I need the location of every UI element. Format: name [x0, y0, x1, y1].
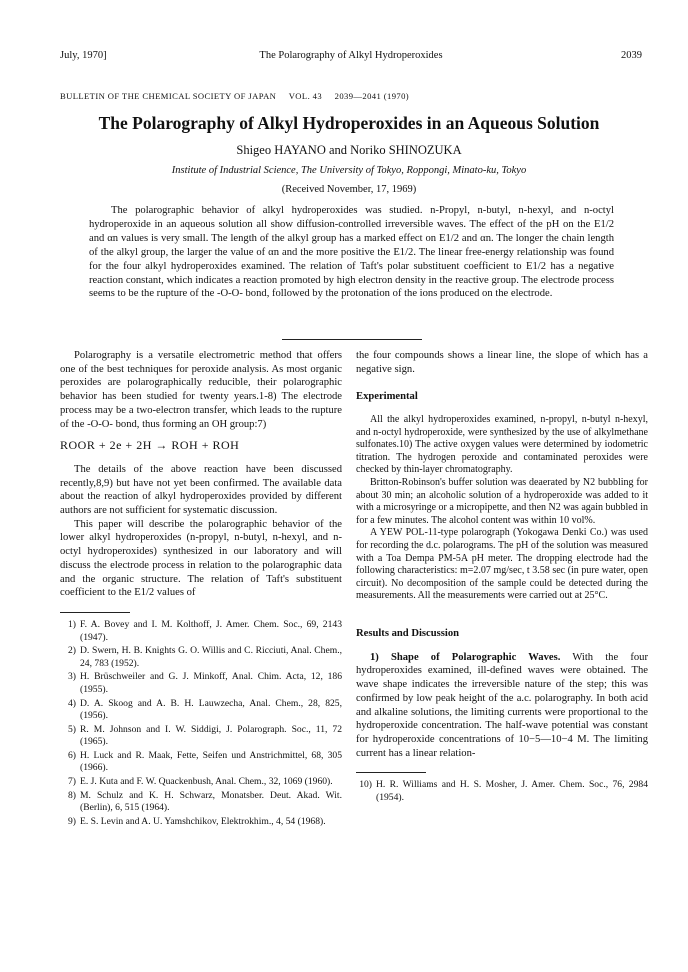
footnote	[60, 645, 342, 670]
footnote-number: 7)	[68, 776, 76, 788]
abstract-divider	[282, 339, 422, 340]
paper-authors: Shigeo HAYANO and Noriko SHINOZUKA	[236, 143, 462, 157]
footnote	[356, 779, 648, 804]
footnote-text: M. Schulz and K. H. Schwarz, Monatsber. Deut. Akad. Wit. (Berlin), 6, 515 (1964).	[80, 789, 342, 814]
journal-pages: 2039—2041 (1970)	[334, 91, 410, 101]
footnote-number: 5)	[68, 723, 76, 735]
left-column	[60, 349, 342, 829]
footnote	[60, 671, 342, 696]
header-running-title: The Polarography of Alkyl Hydroperoxides	[259, 50, 443, 61]
footnote-divider-right	[356, 772, 426, 773]
footnote-number: 10)	[359, 779, 372, 791]
intro-paragraph-3: This paper will describe the polarographic behavior of the lower alkyl hydroperoxides (n-propyl, n-butyl, n-hexyl, and n-octyl hydroperoxides) synthesized in our laboratory and will discuss the electrode process in relation to the polarographic data and the organic structure. The relation of Taft's substituent coefficient to the E1/2 values of	[60, 518, 342, 599]
intro-continuation: the four compounds shows a linear line, the slope of which has a negative sign.	[356, 350, 648, 375]
header-page-number: 2039	[621, 50, 642, 61]
running-header	[60, 50, 642, 64]
footnote-number: 3)	[68, 671, 76, 683]
footnote	[60, 750, 342, 775]
bulletin-line	[60, 91, 642, 101]
journal-name: BULLETIN OF THE CHEMICAL SOCIETY OF JAPAN	[60, 91, 277, 101]
footnote-text: E. S. Levin and A. U. Yamshchikov, Elektrokhim., 4, 54 (1968).	[80, 815, 326, 827]
intro-paragraph-1: Polarography is a versatile electrometric method that offers one of the best techniques for peroxide analysis. As most organic peroxides are polarographically reducible, their polarographic behavior has been studied for twenty years.1-8) The electrode process may be a two-electron transfer, which leads to the rupture of the -O-O- bond, thus forming an OH group:7)	[60, 350, 342, 430]
footnote-text: H. Brüschweiler and G. J. Minkoff, Anal. Chim. Acta, 12, 186 (1955).	[80, 671, 342, 695]
results-text: With the four hydroperoxides examined, ill-defined waves were obtained. The wave shape indicates the irreversible nature of the step; this was confirmed by low peak height of the a.c. polarography. In both acid and alkaline solutions, the limiting currents were proportional to the hydroperoxide concentration. The half-wave potential was constant for hydroperoxide concentrations of 10−5—10−4 M. The limiting current has a linear relation-	[356, 651, 648, 759]
footnote	[60, 816, 342, 829]
footnote-number: 2)	[68, 645, 76, 657]
reaction-equation: ROOR + 2e + 2H → ROH + ROH	[60, 438, 240, 453]
footnote-text: H. Luck and R. Maak, Fette, Seifen und Anstrichmittel, 68, 305 (1966).	[80, 749, 342, 774]
footnote-text: D. Swern, H. B. Knights G. O. Willis and C. Ricciuti, Anal. Chem., 24, 783 (1952).	[80, 645, 342, 669]
results-paragraph-1	[356, 651, 648, 761]
footnote	[60, 619, 342, 644]
experimental-paragraph-2: Britton-Robinson's buffer solution was deaerated by N2 bubbling for about 30 min; an alcoholic solution of a hydroperoxide was added to it with a microsyringe or a micropipette, and then N2 was again bubbled in for a few minutes. The alcohol content was within 10 vol%.	[356, 477, 648, 526]
footnote-text: R. M. Johnson and I. W. Siddigi, J. Polarograph. Soc., 11, 72 (1965).	[80, 723, 342, 748]
footnote	[60, 724, 342, 749]
paper-title: The Polarography of Alkyl Hydroperoxides in an Aqueous Solution	[98, 113, 600, 133]
journal-volume: VOL. 43	[288, 91, 323, 101]
footnote-text: E. J. Kuta and F. W. Quackenbush, Anal. Chem., 32, 1069 (1960).	[80, 776, 333, 788]
experimental-heading: Experimental	[356, 391, 418, 403]
footnote-number: 1)	[68, 618, 76, 630]
header-date: July, 1970]	[60, 50, 107, 61]
footnote-divider	[60, 612, 130, 613]
received-date: (Received November, 17, 1969)	[281, 184, 417, 195]
footnote	[60, 698, 342, 723]
footnote-text: D. A. Skoog and A. B. H. Lauwzecha, Anal. Chem., 28, 825, (1956).	[80, 697, 342, 722]
footnotes-right	[356, 779, 648, 804]
experimental-paragraph-1: All the alkyl hydroperoxides examined, n-propyl, n-butyl n-hexyl, and n-octyl hydroperoxide, were synthesized by the use of alkylmethane sulfonates.10) The active oxygen values were determined by iodometric titration. The hydrogen peroxide and contaminated peroxides were checked by thin-layer chromatography.	[356, 414, 648, 476]
footnote-number: 8)	[68, 789, 76, 801]
footnote	[60, 790, 342, 815]
experimental-paragraph-3: A YEW POL-11-type polarograph (Yokogawa Denki Co.) was used for recording the d.c. polarograms. The pH of the solution was measured with a Toa Dempa PM-5A pH meter. The dropping electrode had the following characteristics: m=2.07 mg/sec, t 3.58 sec (in pure water, open circuit). No decomposition of the sample could be detected during the measurements. All the measurements were carried out at 25°C.	[356, 527, 648, 602]
footnote-text: F. A. Bovey and I. M. Kolthoff, J. Amer. Chem. Soc., 69, 2143 (1947).	[80, 618, 342, 643]
results-heading: Results and Discussion	[356, 628, 460, 640]
footnote-text: H. R. Williams and H. S. Mosher, J. Amer. Chem. Soc., 76, 2984 (1954).	[376, 779, 648, 803]
results-subheading: 1) Shape of Polarographic Waves.	[370, 651, 561, 663]
footnote	[60, 776, 342, 789]
footnote-number: 4)	[68, 697, 76, 709]
paper-affiliation: Institute of Industrial Science, The University of Tokyo, Roppongi, Minato-ku, Tokyo	[171, 165, 527, 176]
right-column	[356, 349, 648, 806]
footnote-number: 9)	[68, 815, 76, 827]
footnotes-left	[60, 619, 342, 829]
footnote-number: 6)	[68, 749, 76, 761]
intro-paragraph-2: The details of the above reaction have been discussed recently,8,9) but have not yet been confirmed. The available data about the reaction of alkyl hydroperoxides provided by different authors are not sufficient for systematic discussion.	[60, 463, 342, 517]
abstract: The polarographic behavior of alkyl hydroperoxides was studied. n-Propyl, n-butyl, n-hexyl, and n-octyl hydroperoxide in an aqueous solution all show diffusion-controlled irreversible waves. The effect of the pH on the E1/2 and αn values is very small. The length of the alkyl group has a marked effect on E1/2 and αn. The longer the chain length of the alkyl group, the larger the value of αn and the more positive the E1/2. The linear free-energy relationship was found for the four alkyl hydroperoxides examined. The relation of Taft's polar substituent coefficient to E1/2 has a negative reaction constant, which indicates a reaction promoted by high electron density in the reactive group. The electrode process seems to be the rupture of the -O-O- bond, followed by the protonation of the ions produced on the electrode.	[89, 205, 615, 300]
